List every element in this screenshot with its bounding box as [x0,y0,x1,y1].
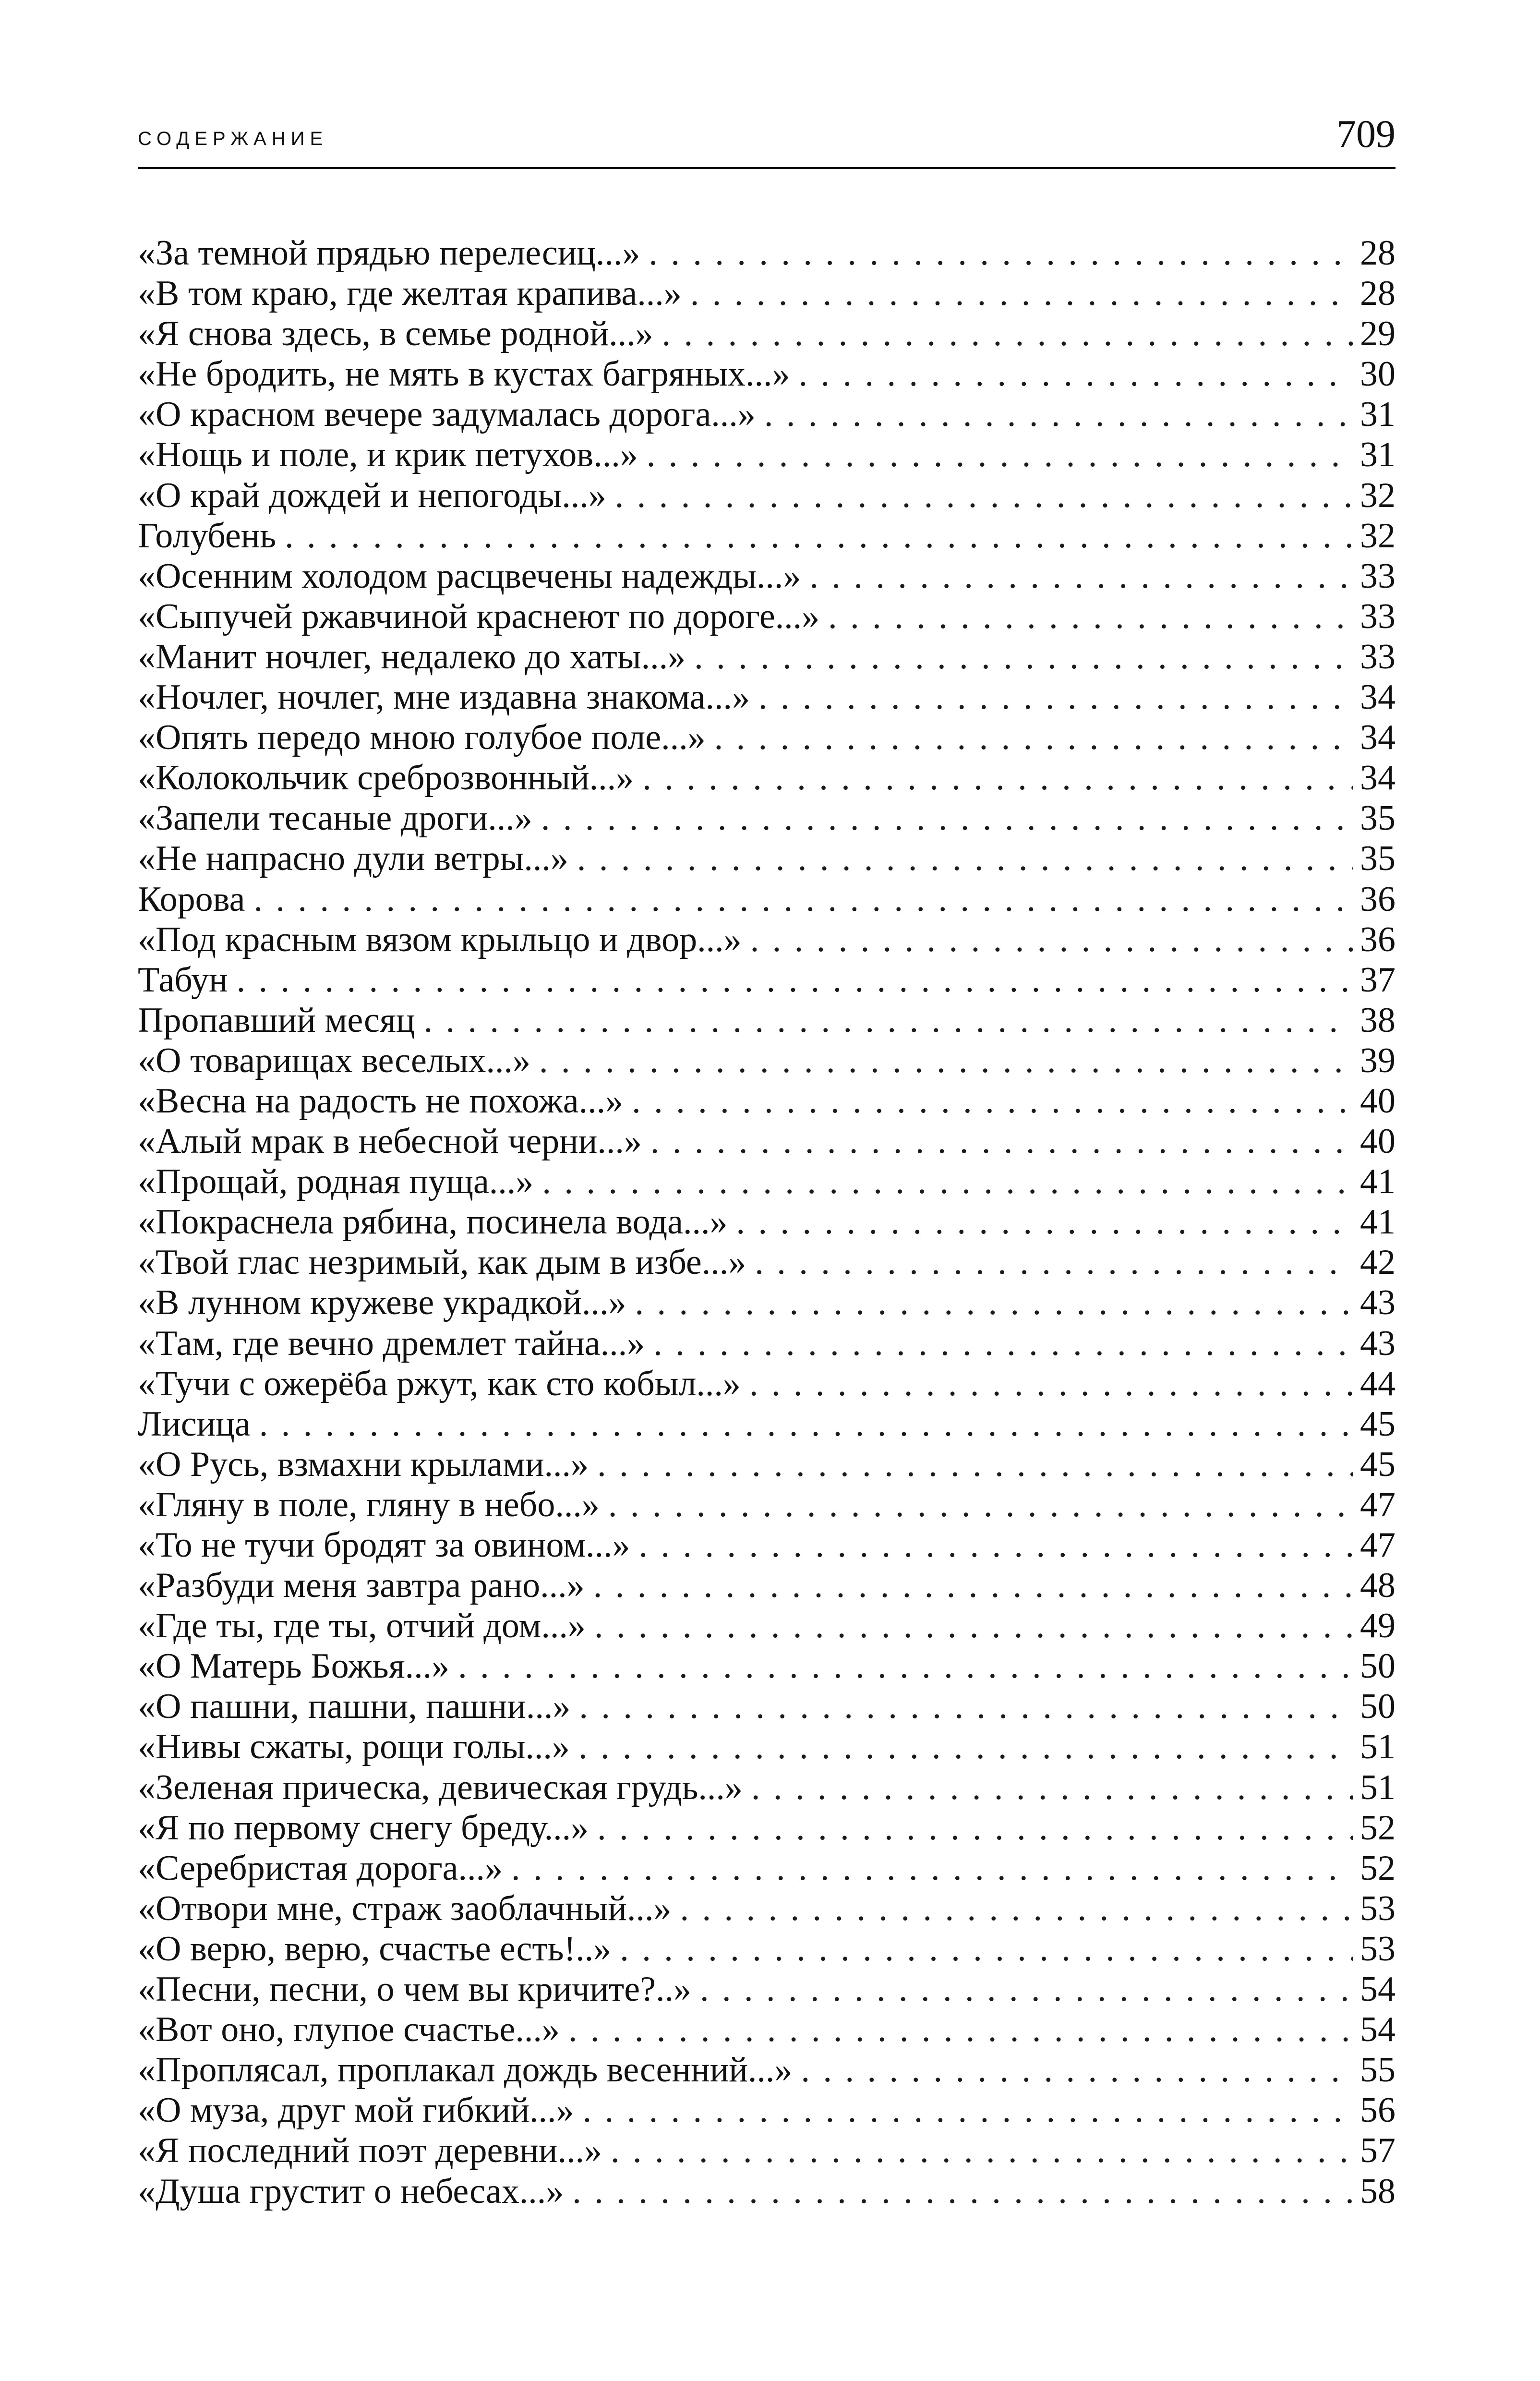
toc-entry-title: «О товарищах веселых...» [138,1040,530,1080]
toc-entry-page: 34 [1360,758,1396,798]
toc-dot-leader [750,919,1353,960]
page-number: 709 [1336,112,1396,156]
toc-dot-leader [736,1202,1353,1242]
toc-entry [138,1808,1396,1848]
toc-entry-page: 34 [1360,677,1396,717]
toc-dot-leader [594,1606,1353,1646]
running-header [138,107,1396,164]
toc-entry-page: 35 [1360,839,1396,879]
toc-dot-leader [649,233,1353,273]
toc-entry-title: «Я по первому снегу бреду...» [138,1808,589,1848]
toc-dot-leader [611,2130,1353,2171]
toc-entry-page: 37 [1360,960,1396,1000]
table-of-contents [138,233,1396,2212]
toc-dot-leader [680,1888,1353,1929]
toc-entry [138,1081,1396,1121]
toc-dot-leader [714,717,1353,758]
toc-dot-leader [638,1525,1353,1565]
toc-entry-page: 58 [1360,2171,1396,2211]
toc-entry-page: 51 [1360,1767,1396,1807]
toc-entry [138,273,1396,314]
toc-entry [138,1848,1396,1888]
toc-entry-title: «Опять передо мною голубое поле...» [138,718,706,758]
toc-dot-leader [253,879,1353,919]
toc-entry-page: 42 [1360,1243,1396,1282]
toc-entry-title: «Проплясал, проплакал дождь весенний...» [138,2050,793,2090]
toc-entry-page: 44 [1360,1364,1396,1403]
toc-dot-leader [690,273,1353,314]
toc-entry [138,1242,1396,1282]
toc-entry-title: «Тучи с ожерёба ржут, как сто кобыл...» [138,1364,741,1403]
toc-entry-title: Корова [138,879,245,919]
toc-entry-title: «Манит ночлег, недалеко до хаты...» [138,637,686,677]
toc-entry-page: 52 [1360,1848,1396,1888]
toc-entry-title: «Осенним холодом расцвечены надежды...» [138,556,801,596]
toc-entry-title: Лисица [138,1404,251,1444]
toc-entry [138,2130,1396,2171]
running-title: СОДЕРЖАНИЕ [138,128,328,149]
toc-dot-leader [593,1565,1353,1606]
toc-entry [138,1525,1396,1565]
toc-entry [138,1121,1396,1161]
toc-dot-leader [828,596,1353,637]
toc-entry [138,1202,1396,1242]
toc-entry-title: «Песни, песни, о чем вы кричите?..» [138,1970,691,2009]
toc-dot-leader [583,2090,1353,2130]
toc-dot-leader [801,2050,1353,2090]
toc-entry [138,596,1396,637]
toc-entry-title: «Весна на радость не похожа...» [138,1081,624,1121]
toc-entry-title: «Покраснела рябина, посинела вода...» [138,1202,728,1242]
toc-entry [138,1646,1396,1686]
toc-entry-title: «Не бродить, не мять в кустах багряных...» [138,354,790,394]
toc-dot-leader [285,516,1353,556]
toc-entry-title: «То не тучи бродят за овином...» [138,1525,630,1565]
toc-entry-page: 47 [1360,1485,1396,1524]
toc-entry-title: «Там, где вечно дремлет тайна...» [138,1323,645,1363]
toc-dot-leader [620,1929,1353,1969]
toc-entry-title: «О пашни, пашни, пашни...» [138,1687,571,1727]
toc-entry-page: 33 [1360,596,1396,636]
toc-entry-title: «Ночлег, ночлег, мне издавна знакома...» [138,677,750,717]
toc-dot-leader [259,1404,1353,1444]
toc-entry-page: 51 [1360,1727,1396,1767]
toc-dot-leader [749,1364,1353,1404]
toc-entry-page: 32 [1360,475,1396,515]
toc-dot-leader [653,1323,1353,1364]
toc-entry-page: 45 [1360,1404,1396,1444]
toc-dot-leader [597,1808,1353,1848]
toc-entry [138,1727,1396,1767]
toc-entry-title: «Под красным вязом крыльцо и двор...» [138,919,742,959]
toc-dot-leader [647,435,1353,475]
toc-entry-page: 35 [1360,798,1396,838]
toc-dot-leader [458,1646,1353,1686]
toc-entry [138,1282,1396,1323]
toc-entry [138,516,1396,556]
toc-entry-title: «Гляну в поле, гляну в небо...» [138,1485,600,1524]
toc-entry-page: 36 [1360,879,1396,919]
toc-entry-page: 41 [1360,1202,1396,1242]
toc-entry [138,1161,1396,1202]
toc-entry [138,2009,1396,2050]
toc-dot-leader [568,2009,1353,2050]
toc-entry-title: «Я последний поэт деревни...» [138,2131,602,2171]
toc-dot-leader [635,1282,1354,1323]
toc-entry-page: 30 [1360,354,1396,394]
toc-dot-leader [799,354,1353,394]
toc-dot-leader [700,1969,1353,2009]
toc-entry-page: 36 [1360,919,1396,959]
toc-entry [138,354,1396,394]
toc-dot-leader [424,1000,1353,1040]
toc-entry-page: 31 [1360,435,1396,475]
toc-entry-page: 29 [1360,314,1396,354]
toc-entry [138,2090,1396,2130]
toc-entry-title: «Серебристая дорога...» [138,1848,503,1888]
toc-entry-title: «О край дождей и непогоды...» [138,475,606,515]
toc-entry-title: Голубень [138,516,277,556]
toc-entry-title: «Отвори мне, страж заоблачный...» [138,1888,672,1928]
toc-dot-leader [572,2171,1353,2212]
toc-entry-title: «О Матерь Божья...» [138,1646,450,1686]
toc-dot-leader [662,314,1353,354]
toc-entry-page: 38 [1360,1000,1396,1040]
toc-entry [138,233,1396,273]
toc-dot-leader [650,1121,1353,1161]
toc-entry-title: Табун [138,960,228,1000]
toc-entry [138,1000,1396,1040]
toc-entry-title: «Нощь и поле, и крик петухов...» [138,435,638,475]
toc-entry [138,1767,1396,1808]
toc-entry-page: 43 [1360,1323,1396,1363]
toc-entry [138,637,1396,677]
toc-entry-page: 50 [1360,1687,1396,1727]
toc-entry [138,1444,1396,1485]
toc-entry [138,2171,1396,2212]
toc-entry-page: 49 [1360,1606,1396,1646]
toc-entry-page: 43 [1360,1283,1396,1323]
toc-dot-leader [578,1727,1353,1767]
toc-entry-page: 40 [1360,1081,1396,1121]
toc-dot-leader [642,758,1353,798]
toc-entry-title: «Прощай, родная пуща...» [138,1162,534,1202]
toc-entry-page: 47 [1360,1525,1396,1565]
toc-entry [138,758,1396,798]
toc-entry-title: «Где ты, где ты, отчий дом...» [138,1606,586,1646]
toc-dot-leader [579,1686,1353,1727]
toc-entry-title: «Запели тесаные дроги...» [138,798,532,838]
toc-dot-leader [758,677,1353,717]
toc-entry-page: 53 [1360,1929,1396,1969]
toc-entry-title: «Алый мрак в небесной черни...» [138,1122,642,1161]
toc-dot-leader [511,1848,1353,1888]
toc-dot-leader [632,1081,1353,1121]
toc-entry-page: 53 [1360,1888,1396,1928]
toc-entry-title: «О красном вечере задумалась дорога...» [138,395,756,435]
toc-dot-leader [809,556,1353,596]
toc-entry-page: 28 [1360,233,1396,273]
toc-entry-title: «О верю, верю, счастье есть!..» [138,1929,612,1969]
toc-entry-page: 33 [1360,637,1396,677]
toc-dot-leader [577,838,1353,879]
toc-dot-leader [597,1444,1353,1485]
toc-entry-page: 48 [1360,1566,1396,1606]
toc-entry-page: 28 [1360,274,1396,314]
toc-entry [138,677,1396,717]
toc-dot-leader [542,1161,1353,1202]
toc-entry [138,1929,1396,1969]
toc-entry [138,1606,1396,1646]
toc-entry-title: «Я снова здесь, в семье родной...» [138,314,653,354]
toc-dot-leader [237,960,1353,1000]
toc-entry [138,1969,1396,2009]
toc-entry [138,1485,1396,1525]
toc-entry [138,475,1396,516]
toc-dot-leader [541,798,1353,838]
toc-entry-title: «В лунном кружеве украдкой...» [138,1283,626,1323]
toc-entry-page: 56 [1360,2091,1396,2130]
toc-entry-title: «Нивы сжаты, рощи голы...» [138,1727,570,1767]
toc-entry-page: 55 [1360,2050,1396,2090]
toc-dot-leader [755,1242,1353,1282]
toc-entry [138,394,1396,435]
toc-entry [138,1565,1396,1606]
toc-entry-title: «Колокольчик среброзвонный...» [138,758,634,798]
header-rule [138,167,1396,169]
toc-entry-page: 54 [1360,1970,1396,2009]
toc-entry [138,879,1396,919]
toc-entry-page: 50 [1360,1646,1396,1686]
toc-entry-title: «За темной прядью перелесиц...» [138,233,640,273]
toc-entry [138,1364,1396,1404]
toc-entry [138,1888,1396,1929]
toc-dot-leader [608,1485,1353,1525]
toc-entry-title: «Вот оно, глупое счастье...» [138,2010,560,2050]
toc-entry-title: «Душа грустит о небесах...» [138,2171,564,2211]
toc-entry [138,435,1396,475]
toc-entry [138,2050,1396,2090]
toc-entry [138,1686,1396,1727]
toc-entry-title: «Твой глас незримый, как дым в избе...» [138,1243,746,1282]
toc-entry [138,1323,1396,1364]
toc-entry-title: «О муза, друг мой гибкий...» [138,2091,574,2130]
toc-entry-title: «Сыпучей ржавчиной краснеют по дороге...» [138,596,820,636]
toc-entry-page: 33 [1360,556,1396,596]
toc-entry-page: 34 [1360,718,1396,758]
toc-dot-leader [539,1040,1353,1081]
toc-entry-page: 52 [1360,1808,1396,1848]
toc-entry [138,960,1396,1000]
toc-entry-page: 45 [1360,1444,1396,1484]
toc-entry-title: «Разбуди меня завтра рано...» [138,1566,585,1606]
toc-entry-page: 31 [1360,395,1396,435]
toc-dot-leader [751,1767,1353,1808]
toc-dot-leader [764,394,1353,435]
toc-entry [138,1404,1396,1444]
toc-entry-page: 41 [1360,1162,1396,1202]
toc-entry-page: 40 [1360,1122,1396,1161]
toc-entry-page: 57 [1360,2131,1396,2171]
toc-entry-title: Пропавший месяц [138,1000,415,1040]
toc-entry [138,1040,1396,1081]
toc-entry-page: 32 [1360,516,1396,556]
toc-entry-title: «В том краю, где желтая крапива...» [138,274,682,314]
toc-entry-page: 54 [1360,2010,1396,2050]
toc-entry-title: «Не напрасно дули ветры...» [138,839,568,879]
toc-entry [138,919,1396,960]
toc-entry-title: «О Русь, взмахни крылами...» [138,1444,589,1484]
toc-entry-page: 39 [1360,1040,1396,1080]
toc-dot-leader [694,637,1353,677]
toc-entry [138,314,1396,354]
toc-entry [138,838,1396,879]
toc-entry [138,717,1396,758]
toc-entry-title: «Зеленая прическа, девическая грудь...» [138,1767,743,1807]
toc-dot-leader [615,475,1353,516]
toc-entry [138,798,1396,838]
toc-entry [138,556,1396,596]
